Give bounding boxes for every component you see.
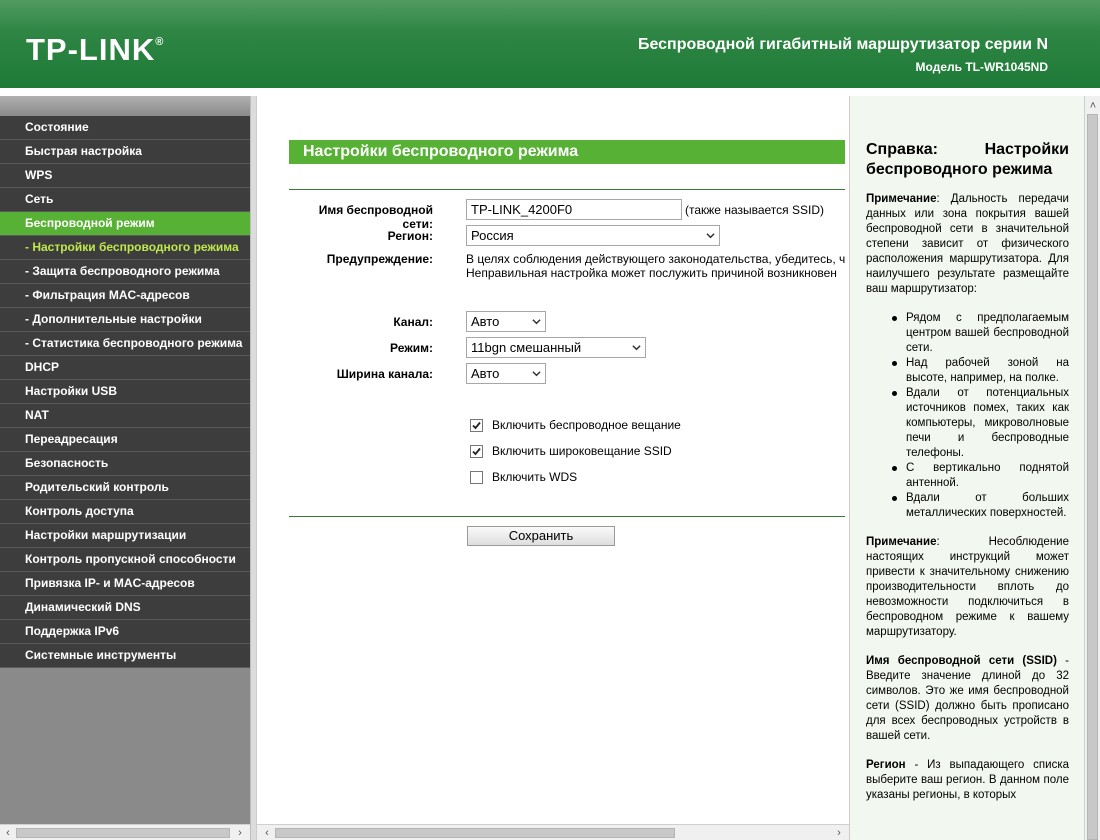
list-item: Вдали от больших металлических поверхностей. (890, 491, 1069, 521)
page-title: Настройки беспроводного режима (289, 140, 845, 164)
scrollbar-thumb[interactable] (1087, 114, 1098, 840)
region-select[interactable] (466, 225, 720, 246)
menu-item-security[interactable]: Безопасность (0, 452, 250, 476)
menu-item-wireless-settings[interactable]: - Настройки беспроводного режима (0, 236, 250, 260)
menu-item-wireless-security[interactable]: - Защита беспроводного режима (0, 260, 250, 284)
ssid-note: (также называется SSID) (685, 203, 824, 217)
help-ssid (866, 654, 1069, 744)
menu-item-usb-settings[interactable]: Настройки USB (0, 380, 250, 404)
channel-select[interactable] (466, 311, 546, 332)
header-shine (0, 0, 1100, 30)
enable-wireless-checkbox[interactable] (470, 419, 483, 432)
help-placement-list (890, 311, 1069, 521)
menu-item-system-tools[interactable]: Системные инструменты (0, 644, 250, 668)
check-icon (471, 420, 482, 431)
help-note-1-bold: Примечание (866, 193, 937, 205)
menu-item-parental-control[interactable]: Родительский контроль (0, 476, 250, 500)
enable-wireless-label: Включить беспроводное вещание (492, 418, 681, 432)
region-value: Россия (471, 228, 514, 243)
channel-label: Канал: (393, 315, 433, 329)
chevron-down-icon (532, 369, 541, 378)
help-region-bold: Регион (866, 759, 906, 771)
ssid-input[interactable]: TP-LINK_4200F0 (466, 199, 682, 220)
list-item: С вертикально поднятой антенной. (890, 461, 1069, 491)
chevron-down-icon (632, 343, 641, 352)
mode-select[interactable] (466, 337, 646, 358)
help-note-1-text: : Дальность передачи данных или зона покрытия вашей беспроводной сети в значительной степени зависит от физического расположения маршрутизатора. Для наилучшего результате размещайте ваш маршрутизатор: (866, 193, 1069, 295)
scroll-right-icon[interactable]: › (837, 827, 841, 839)
left-frame (0, 96, 256, 840)
check-icon (471, 446, 482, 457)
help-note-2-text: : Несоблюдение настоящих инструкций может привести к значительному снижению производительности вплоть до невозможности подключиться в беспроводном режиме к вашему маршрутизатору. (866, 536, 1069, 638)
menu-item-routing[interactable]: Настройки маршрутизации (0, 524, 250, 548)
model-name: Модель TL-WR1045ND (915, 60, 1048, 74)
menu-item-bandwidth-control[interactable]: Контроль пропускной способности (0, 548, 250, 572)
help-frame (849, 96, 1084, 840)
scroll-right-icon[interactable]: › (238, 827, 242, 839)
help-note-2-bold: Примечание (866, 536, 937, 548)
warning-text-line1: В целях соблюдения действующего законодательства, убедитесь, ч (466, 252, 846, 266)
mode-label: Режим: (390, 341, 433, 355)
menu-item-wireless[interactable]: Беспроводной режим (0, 212, 250, 236)
region-label: Регион: (387, 229, 433, 243)
help-note-1 (866, 192, 1069, 297)
menu-item-wireless-statistics[interactable]: - Статистика беспроводного режима (0, 332, 250, 356)
chevron-down-icon (532, 317, 541, 326)
warning-text-line2: Неправильная настройка может послужить причиной возникновен (466, 266, 837, 280)
channel-width-select[interactable] (466, 363, 546, 384)
menu-item-forwarding[interactable]: Переадресация (0, 428, 250, 452)
channel-width-label: Ширина канала: (336, 367, 433, 381)
header-banner (0, 0, 1100, 88)
tp-link-logo: TP-LINK® (26, 32, 165, 67)
menu-item-access-control[interactable]: Контроль доступа (0, 500, 250, 524)
menu-item-wireless-advanced[interactable]: - Дополнительные настройки (0, 308, 250, 332)
chevron-down-icon (706, 231, 715, 240)
help-ssid-text: - Введите значение длиной до 32 символов. Это же имя беспроводной сети (SSID) должно быть прописано для всех беспроводных устройств в вашей сети. (866, 655, 1069, 742)
channel-value: Авто (471, 314, 500, 329)
menu-top-gap (0, 96, 250, 116)
help-region (866, 758, 1069, 803)
scrollbar-thumb[interactable] (16, 828, 230, 838)
menu-item-dynamic-dns[interactable]: Динамический DNS (0, 596, 250, 620)
help-ssid-bold: Имя беспроводной сети (SSID) (866, 655, 1057, 667)
scroll-left-icon[interactable]: ‹ (265, 827, 269, 839)
header-separator (0, 88, 1100, 96)
main-horizontal-scrollbar[interactable] (257, 824, 849, 840)
sidebar-menu (0, 96, 250, 824)
scrollbar-thumb[interactable] (275, 828, 675, 838)
list-item: Вдали от потенциальных источников помех, таких как компьютеры, микроволновые печи и беспроводные телефоны. (890, 386, 1069, 461)
enable-ssid-broadcast-checkbox[interactable] (470, 445, 483, 458)
scroll-left-icon[interactable]: ‹ (6, 827, 10, 839)
help-region-text: - Из выпадающего списка выберите ваш регион. В данном поле указаны регионы, в которых (866, 759, 1069, 801)
list-item: Рядом с предполагаемым центром вашей беспроводной сети. (890, 311, 1069, 356)
list-item: Над рабочей зоной на высоте, например, на полке. (890, 356, 1069, 386)
menu-horizontal-scrollbar[interactable] (0, 824, 250, 840)
menu-item-ipv6[interactable]: Поддержка IPv6 (0, 620, 250, 644)
menu-item-dhcp[interactable]: DHCP (0, 356, 250, 380)
menu-item-wps[interactable]: WPS (0, 164, 250, 188)
top-divider (289, 189, 845, 190)
scroll-up-icon[interactable]: ˄ (1089, 100, 1097, 112)
menu-item-nat[interactable]: NAT (0, 404, 250, 428)
enable-ssid-broadcast-label: Включить широковещание SSID (492, 444, 672, 458)
menu-item-mac-filtering[interactable]: - Фильтрация MAC-адресов (0, 284, 250, 308)
warning-label: Предупреждение: (326, 252, 433, 266)
menu-item-status[interactable]: Состояние (0, 116, 250, 140)
enable-wds-checkbox[interactable] (470, 471, 483, 484)
product-title: Беспроводной гигабитный маршрутизатор серии N (637, 36, 1048, 53)
menu-item-quick-setup[interactable]: Быстрая настройка (0, 140, 250, 164)
help-title: Справка: Настройки беспроводного режима (866, 141, 1069, 178)
enable-wds-label: Включить WDS (492, 470, 578, 484)
help-content (866, 140, 1069, 817)
menu-item-ip-mac-binding[interactable]: Привязка IP- и MAC-адресов (0, 572, 250, 596)
main-frame (256, 96, 849, 840)
ssid-label: Имя беспроводной сети: (318, 203, 433, 231)
menu-item-network[interactable]: Сеть (0, 188, 250, 212)
channel-width-value: Авто (471, 366, 500, 381)
mode-value: 11bgn смешанный (471, 340, 582, 355)
save-button[interactable]: Сохранить (467, 526, 615, 546)
bottom-divider (289, 516, 845, 517)
help-vertical-scrollbar[interactable] (1084, 96, 1100, 840)
help-note-2 (866, 535, 1069, 640)
